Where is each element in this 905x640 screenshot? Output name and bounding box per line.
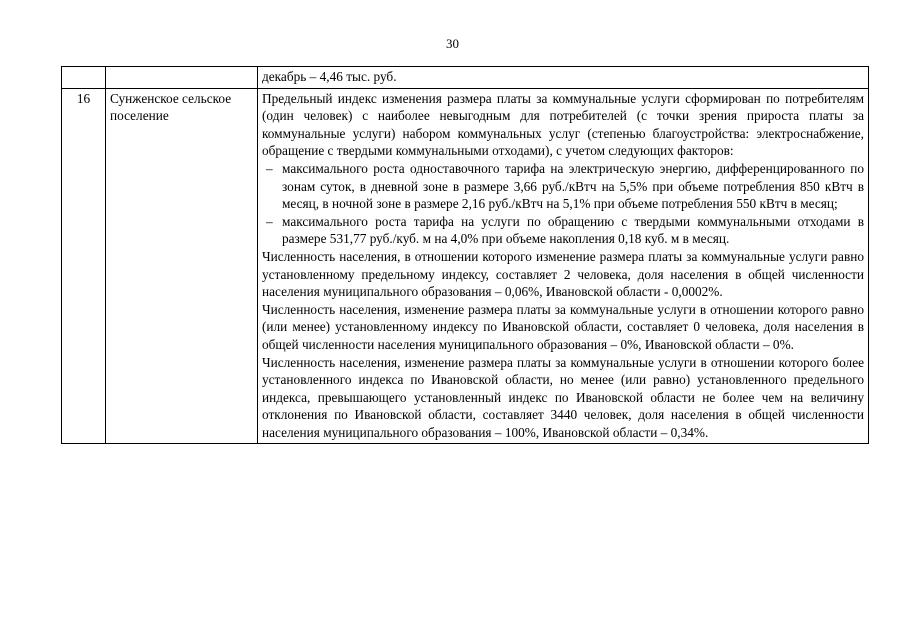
population-paragraph: Численность населения, изменение размера платы за коммунальные услуги в отношении которого равно (или менее) установленному индексу по Ивановской области, составляет 0 человека, доля населения в общей численности населения муниципального образования – 0%, Ивановской области – 0%. — [262, 301, 864, 352]
factor-item: – максимального роста тарифа на услуги по обращению с твердыми коммунальными отходами в размере 531,77 руб./куб. м на 4,0% при объеме накопления 0,18 куб. м в месяц. — [262, 213, 864, 248]
population-paragraph: Численность населения, изменение размера платы за коммунальные услуги в отношении которого более установленного индекса по Ивановской области, но менее (или равно) установленного предельного индекса, превышающего установленный индекс по Ивановской области не более чем на величину отклонения по Ивановской области, составляет 3440 человек, доля населения в общей численности населения муниципального образования – 100%, Ивановской области – 0,34%. — [262, 354, 864, 440]
continuation-text: декабрь – 4,46 тыс. руб. — [258, 67, 869, 89]
population-paragraph: Численность населения, в отношении которого изменение размера платы за коммунальные услуги равно установленному предельному индексу, составляет 2 человека, доля населения в общей численности населения муниципального образования – 0,06%, Ивановской области - 0,0002%. — [262, 248, 864, 300]
page-number: 30 — [446, 36, 459, 51]
row-number: 16 — [62, 88, 106, 444]
row-description — [258, 88, 869, 444]
factors-list — [262, 160, 864, 248]
intro-paragraph: Предельный индекс изменения размера платы за коммунальные услуги сформирован по потребителям (один человек) с наиболее невыгодным для потребителей (с точки зрения прироста платы за коммунальные услуги) набором коммунальных услуг (степенью благоустройства: электроснабжение, обращение с твердыми коммунальными отходами), с учетом следующих факторов: — [262, 90, 864, 159]
settlement-name: Сунженское сельское поселение — [106, 88, 258, 444]
table-row-continuation — [62, 67, 869, 89]
cell-name-empty — [106, 67, 258, 89]
document-table — [61, 66, 869, 444]
factor-item: – максимального роста одноставочного тарифа на электрическую энергию, дифференцированного по зонам суток, в дневной зоне в размере 3,66 руб./кВтч на 5,5% при объеме потребления 850 кВтч в месяц, в ночной зоне в размере 2,16 руб./кВтч на 5,1% при объеме потребления 550 кВтч в месяц; — [262, 160, 864, 213]
table-row — [62, 88, 869, 444]
cell-number-empty — [62, 67, 106, 89]
